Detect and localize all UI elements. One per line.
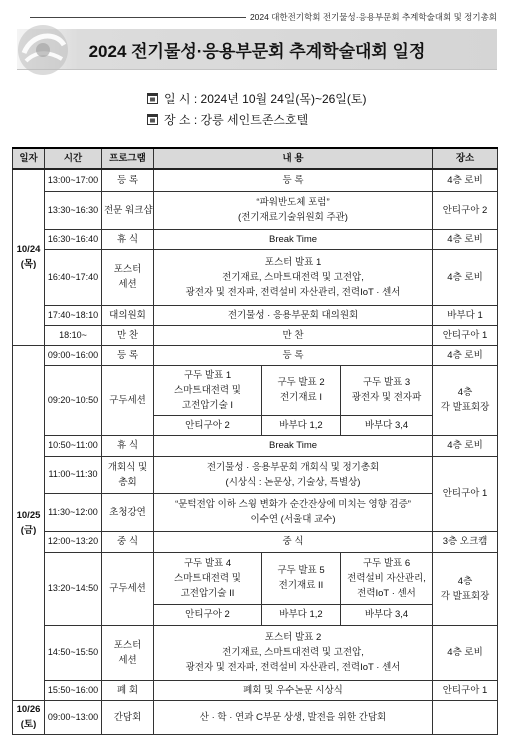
content-line: 전기물성 · 응용부문회 대의원회 (227, 309, 359, 321)
session-room-cell: 안티구아 2 (154, 604, 262, 625)
program-cell (102, 493, 154, 531)
program-cell (102, 325, 154, 345)
program-label: 초청강연 (109, 506, 146, 518)
society-logo (16, 23, 72, 77)
place-cell (433, 531, 498, 552)
program-cell (102, 552, 154, 625)
table-row (13, 680, 498, 700)
content-cell (154, 493, 433, 531)
content-line: 등 록 (282, 174, 304, 186)
content-line: “파워반도체 포럼” (256, 197, 330, 208)
program-label: 세션 (118, 654, 137, 666)
running-header-text: 2024 대한전기학회 전기물성·응용부문회 추계학술대회 및 정기총회 (249, 12, 497, 22)
session-topic: 전기재료 I (280, 392, 322, 403)
session-room-cell: 안티구아 2 (154, 415, 262, 435)
date-cell (13, 345, 45, 700)
content-cell (154, 456, 433, 493)
place-label: 4층 로비 (447, 271, 483, 283)
session-title: 구두 발표 2 (277, 377, 325, 388)
date-cell (13, 169, 45, 345)
weekday-label: (목) (20, 259, 37, 271)
place-label: 안티구아 1 (442, 329, 488, 341)
program-cell (102, 365, 154, 435)
content-cell (154, 305, 433, 325)
time-cell: 15:50~16:00 (45, 680, 102, 700)
program-cell (102, 700, 154, 734)
title-banner (17, 29, 497, 70)
header-time: 시간 (45, 148, 102, 169)
content-line: 광전자 및 전자파, 전력설비 자산관리, 전력IoT · 센서 (185, 286, 401, 298)
session-title: 구두 발표 1 (183, 369, 232, 381)
session-cell (262, 552, 341, 604)
table-row (13, 493, 498, 531)
program-label: 세션 (118, 279, 137, 290)
place-cell (433, 191, 498, 229)
header-date: 일자 (13, 148, 45, 169)
table-row (13, 625, 498, 680)
place-cell (433, 305, 498, 325)
page-title: 2024 전기물성·응용부문회 추계학술대회 일정 (88, 41, 426, 61)
place-label: 4층 (457, 575, 473, 587)
content-cell (154, 345, 433, 365)
time-cell: 16:30~16:40 (45, 229, 102, 249)
time-cell: 13:00~17:00 (45, 169, 102, 191)
place-cell (433, 435, 498, 456)
schedule-table (12, 147, 498, 735)
content-line: 포스터 발표 2 (264, 632, 322, 643)
content-cell (154, 531, 433, 552)
program-label: 포스터 (113, 264, 142, 275)
info-date-line (147, 88, 366, 109)
program-cell (102, 456, 154, 493)
program-label: 구두세션 (109, 394, 146, 406)
date-label: 10/26 (16, 704, 41, 715)
weekday-label: (토) (20, 719, 37, 730)
place-label: 바부다 1 (447, 309, 483, 321)
content-line: Break Time (268, 440, 318, 451)
program-label: 만 찬 (117, 329, 138, 341)
table-row (13, 531, 498, 552)
header-program: 프로그램 (102, 148, 154, 169)
place-label: 안티구아 2 (442, 204, 488, 216)
table-row (13, 229, 498, 249)
content-line: 광전자 및 전자파, 전력설비 자산관리, 전력IoT · 센서 (185, 662, 401, 673)
program-label: 구두세션 (109, 583, 146, 594)
session-cell (154, 552, 262, 604)
place-label: 각 발표회장 (440, 402, 490, 413)
time-cell: 11:00~11:30 (45, 456, 102, 493)
table-row (13, 191, 498, 229)
session-room-cell: 바부다 1,2 (262, 415, 341, 435)
table-row (13, 249, 498, 305)
content-line: (시상식 : 논문상, 기술상, 특별상) (225, 476, 361, 488)
square-bullet-icon (147, 114, 158, 125)
session-cell (262, 365, 341, 415)
table-row (13, 169, 498, 191)
program-cell (102, 680, 154, 700)
table-row (13, 435, 498, 456)
place-label: 3층 오크캠 (442, 536, 488, 547)
content-line: 폐회 및 우수논문 시상식 (243, 684, 343, 696)
table-row (13, 345, 498, 365)
date-label: 10/24 (16, 244, 41, 256)
info-date-text: 일 시 : 2024년 10월 24일(목)~26일(토) (164, 92, 367, 106)
session-topic: 광전자 및 전자파 (351, 392, 422, 403)
table-header-row (13, 148, 498, 169)
content-line: 등 록 (282, 349, 304, 361)
session-cell (341, 552, 433, 604)
program-label: 총회 (118, 476, 137, 488)
session-topic: 전력IoT · 센서 (357, 587, 416, 599)
header-rule (30, 17, 246, 18)
program-label: 포스터 (113, 639, 142, 651)
program-cell (102, 625, 154, 680)
program-cell (102, 345, 154, 365)
program-cell (102, 191, 154, 229)
weekday-label: (금) (20, 524, 37, 536)
content-cell (154, 191, 433, 229)
place-cell (433, 229, 498, 249)
place-cell (433, 345, 498, 365)
content-cell (154, 700, 433, 734)
place-cell (433, 365, 498, 435)
header-content: 내 용 (154, 148, 433, 169)
place-cell (433, 625, 498, 680)
time-cell: 14:50~15:50 (45, 625, 102, 680)
place-cell (433, 325, 498, 345)
program-cell (102, 435, 154, 456)
session-title: 구두 발표 5 (277, 565, 325, 576)
time-cell: 17:40~18:10 (45, 305, 102, 325)
place-label: 4층 (457, 387, 473, 398)
time-cell: 11:30~12:00 (45, 493, 102, 531)
session-topic: 고전압기술 I (181, 399, 234, 411)
time-cell: 12:00~13:20 (45, 531, 102, 552)
program-label: 대의원회 (109, 309, 146, 321)
session-room-cell: 바부다 1,2 (262, 604, 341, 625)
content-cell (154, 680, 433, 700)
content-cell (154, 435, 433, 456)
place-label: 4층 로비 (447, 174, 483, 186)
table-row (13, 700, 498, 734)
program-cell (102, 531, 154, 552)
place-cell (433, 169, 498, 191)
table-row (13, 456, 498, 493)
place-label: 4층 로비 (447, 349, 483, 361)
place-label: 4층 로비 (447, 647, 483, 658)
program-label: 개회식 및 (107, 461, 148, 473)
content-cell (154, 325, 433, 345)
date-cell (13, 700, 45, 734)
place-cell (433, 700, 498, 734)
program-label: 휴 식 (117, 440, 138, 451)
square-bullet-icon (147, 93, 158, 104)
time-cell: 09:00~16:00 (45, 345, 102, 365)
place-cell (433, 680, 498, 700)
time-cell: 09:20~10:50 (45, 365, 102, 435)
session-room-cell: 바부다 3,4 (341, 415, 433, 435)
program-cell (102, 229, 154, 249)
session-cell (154, 365, 262, 415)
time-cell: 18:10~ (45, 325, 102, 345)
time-cell: 13:30~16:30 (45, 191, 102, 229)
content-line: 이수연 (서울대 교수) (250, 514, 336, 525)
content-cell (154, 229, 433, 249)
content-line: 전기재료, 스마트대전력 및 고전압, (222, 647, 364, 658)
content-line: 포스터 발표 1 (264, 256, 322, 268)
content-line: 만 찬 (282, 329, 304, 341)
running-header (30, 10, 497, 24)
session-title: 구두 발표 6 (362, 557, 411, 569)
session-title: 구두 발표 3 (362, 377, 411, 388)
place-cell (433, 456, 498, 531)
table-row (13, 325, 498, 345)
place-cell (433, 552, 498, 625)
content-line: 산 · 학 · 연과 C부문 상생, 발전을 위한 간담회 (199, 711, 387, 723)
place-label: 각 발표회장 (440, 590, 490, 602)
time-cell: 10:50~11:00 (45, 435, 102, 456)
place-cell (433, 249, 498, 305)
program-label: 전문 워크샵 (104, 204, 153, 216)
content-line: “문턱전압 이하 스윙 변화가 순간잔상에 미치는 영향 검증” (175, 499, 411, 510)
place-label: 4층 로비 (447, 233, 483, 245)
date-label: 10/25 (16, 509, 41, 521)
time-cell: 09:00~13:00 (45, 700, 102, 734)
session-topic: 전기재료 II (278, 580, 324, 591)
event-info (147, 88, 366, 130)
content-cell (154, 249, 433, 305)
header-place: 장소 (433, 148, 498, 169)
program-label: 간담회 (113, 711, 142, 723)
session-room-cell: 바부다 3,4 (341, 604, 433, 625)
session-title: 구두 발표 4 (183, 557, 232, 569)
program-label: 폐 회 (117, 684, 138, 696)
place-label: 안티구아 1 (442, 684, 488, 696)
session-topic: 전력설비 자산관리, (347, 572, 426, 584)
table-row (13, 365, 498, 415)
program-label: 중 식 (117, 536, 138, 547)
session-topic: 고전압기술 II (180, 587, 235, 599)
content-line: Break Time (268, 233, 318, 245)
content-cell (154, 625, 433, 680)
content-line: (전기재료기술위원회 주관) (238, 212, 348, 223)
session-topic: 스마트대전력 및 (174, 572, 241, 584)
info-venue-line (147, 109, 366, 130)
content-line: 중 식 (282, 536, 304, 547)
program-label: 휴 식 (117, 233, 138, 245)
content-cell (154, 169, 433, 191)
program-label: 등 록 (117, 349, 138, 361)
table-row (13, 305, 498, 325)
session-topic: 스마트대전력 및 (174, 384, 241, 396)
program-cell (102, 169, 154, 191)
table-row (13, 552, 498, 604)
program-label: 등 록 (117, 174, 138, 186)
session-cell (341, 365, 433, 415)
program-cell (102, 249, 154, 305)
time-cell: 16:40~17:40 (45, 249, 102, 305)
program-cell (102, 305, 154, 325)
place-label: 4층 로비 (447, 440, 483, 451)
content-line: 전기재료, 스마트대전력 및 고전압, (222, 271, 364, 283)
place-label: 안티구아 1 (442, 488, 488, 499)
time-cell: 13:20~14:50 (45, 552, 102, 625)
content-line: 전기물성 · 응용부문회 개회식 및 정기총회 (206, 461, 380, 473)
info-venue-text: 장 소 : 강릉 세인트존스호텔 (164, 113, 309, 127)
